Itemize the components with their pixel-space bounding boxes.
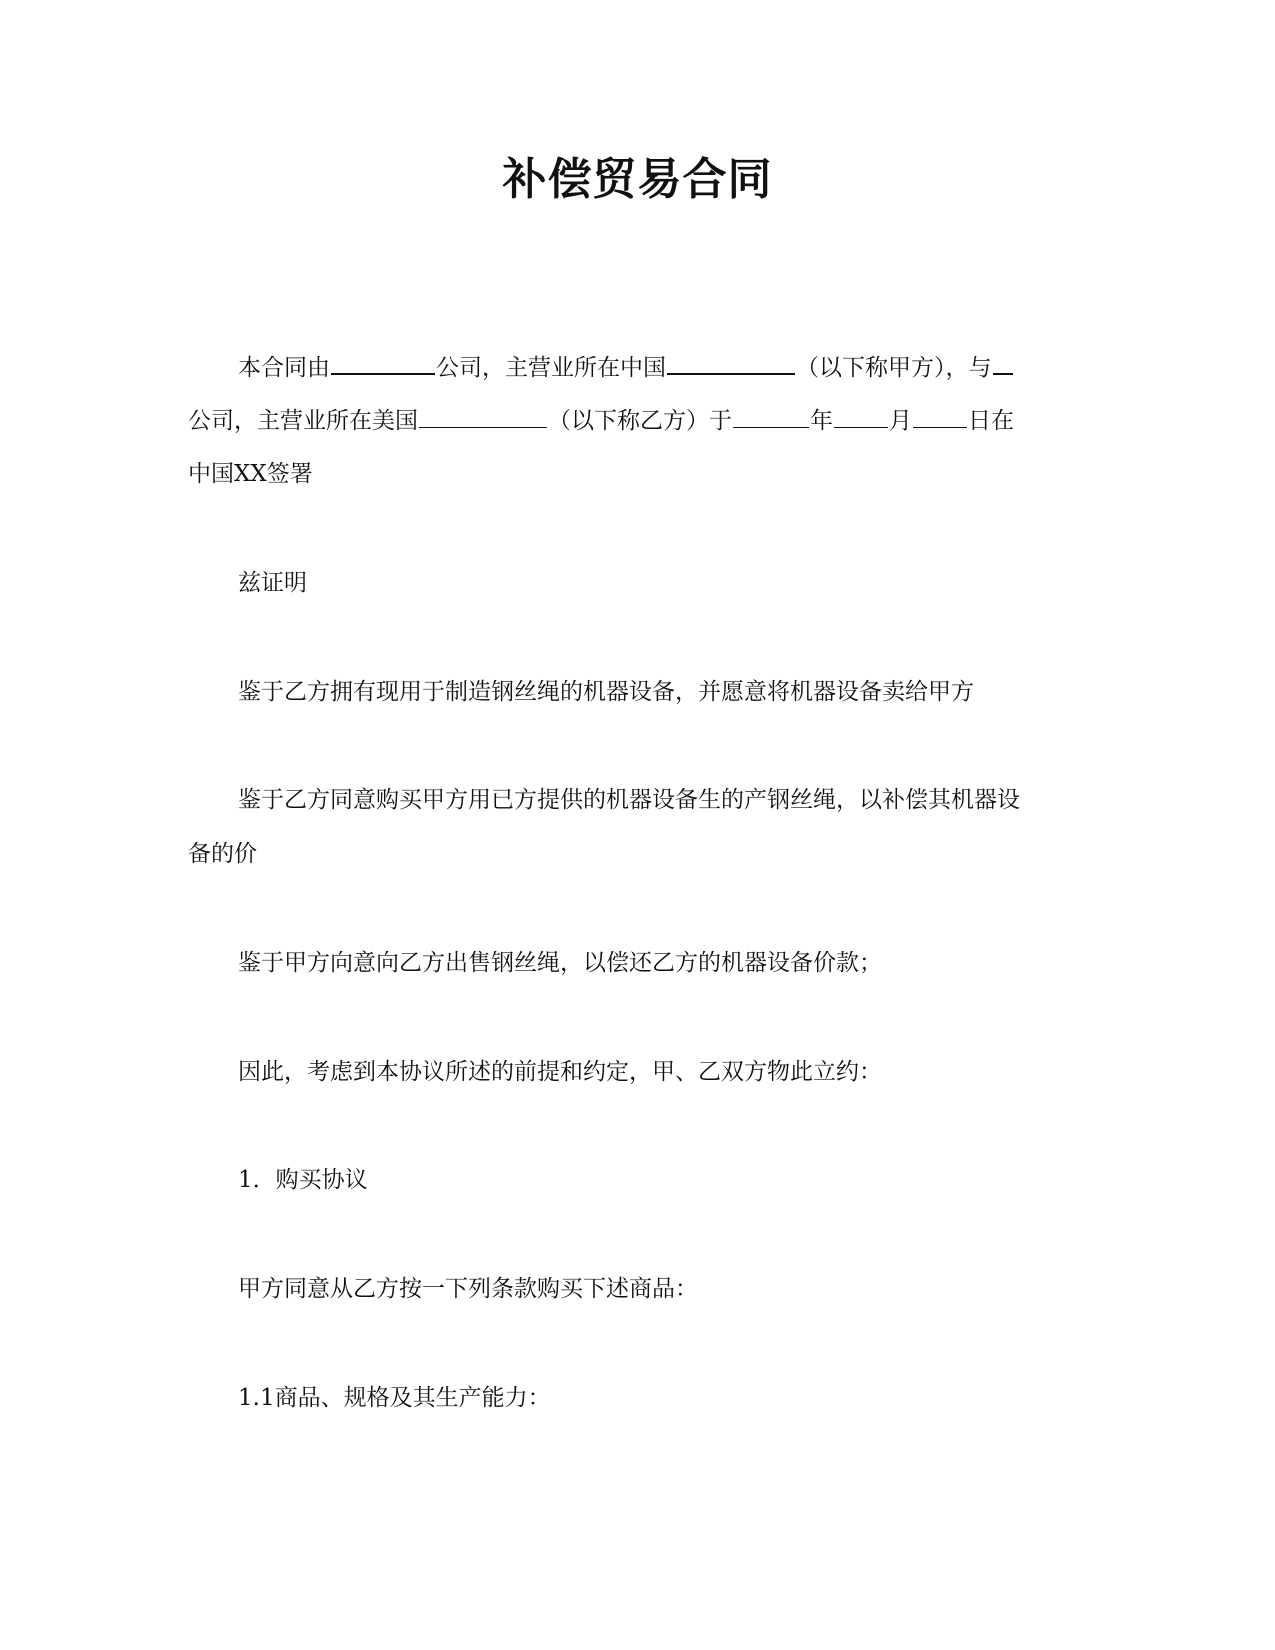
whereas-paragraph-3: 鉴于甲方向意向乙方出售钢丝绳，以偿还乙方的机器设备价款；: [238, 950, 882, 976]
company-b-blank[interactable]: [993, 349, 1013, 375]
intro-text: 月: [889, 408, 912, 434]
therefore-paragraph: 因此，考虑到本协议所述的前提和约定，甲、乙双方物此立约：: [238, 1059, 882, 1085]
intro-text: （以下称甲方），与: [796, 355, 992, 381]
intro-text: （以下称乙方）于: [548, 408, 732, 434]
intro-text: 公司，主营业所在中国: [436, 355, 666, 381]
intro-text: 年: [810, 408, 833, 434]
intro-line-3: 中国XX签署: [188, 461, 313, 487]
section-1-1-heading: 1.1商品、规格及其生产能力：: [238, 1385, 551, 1411]
section-1-heading: 1．购买协议: [238, 1167, 368, 1193]
intro-text: 本合同由: [238, 355, 330, 381]
intro-line-1: [238, 349, 1014, 385]
whereas-paragraph-2-line-1: 鉴于乙方同意购买甲方用已方提供的机器设备生的产钢丝绳，以补偿其机器设: [238, 787, 1020, 813]
intro-line-2: [188, 403, 1014, 438]
address-b-blank[interactable]: [419, 403, 547, 428]
company-a-blank[interactable]: [331, 349, 435, 375]
address-a-blank[interactable]: [667, 349, 795, 375]
year-blank[interactable]: [733, 403, 809, 428]
document-title: 补偿贸易合同: [502, 154, 773, 205]
intro-text: 日在: [968, 408, 1014, 434]
witness-paragraph: 兹证明: [238, 570, 307, 596]
whereas-paragraph-2-line-2: 备的价: [188, 841, 257, 867]
section-1-text: 甲方同意从乙方按一下列条款购买下述商品：: [238, 1276, 698, 1302]
day-blank[interactable]: [913, 403, 967, 428]
month-blank[interactable]: [834, 403, 888, 428]
whereas-paragraph-1: 鉴于乙方拥有现用于制造钢丝绳的机器设备，并愿意将机器设备卖给甲方: [238, 679, 974, 705]
intro-text: 公司，主营业所在美国: [188, 408, 418, 434]
